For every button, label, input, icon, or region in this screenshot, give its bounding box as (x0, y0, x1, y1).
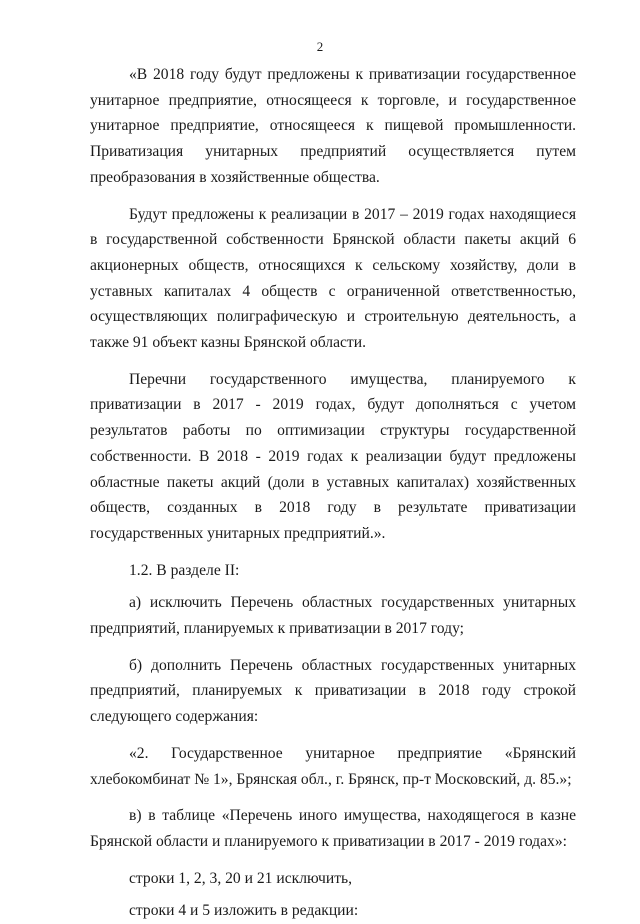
paragraph-privatization-2018: «В 2018 году будут предложены к приватизации государственное унитарное предприятие, относящееся к торговле, и государственное унитарное предприятие, относящееся к пищевой промышленности. Приватизация унитарных предприятий осуществляется путем преобразования в хозяйственные общества. (90, 66, 576, 186)
paragraph-sale-2017-2019: Будут предложены к реализации в 2017 – 2019 годах находящиеся в государственной собственности Брянской области пакеты акций 6 акционерных обществ, относящихся к сельскому хозяйству, доли в уставных капиталах 4 обществ с ограниченной ответственностью, осуществляющих полиграфическую и строительную деятельность, а также 91 объект казны Брянской области. (90, 205, 576, 352)
paragraph-item-v: в) в таблице «Перечень иного имущества, находящегося в казне Брянской области и планируемого к приватизации в 2017 - 2019 годах»: (90, 807, 576, 850)
paragraph-item-a: а) исключить Перечень областных государственных унитарных предприятий, планируемых к приватизации в 2017 году; (90, 594, 576, 638)
paragraph-property-lists: Перечни государственного имущества, планируемого к приватизации в 2017 - 2019 годах, будут дополняться с учетом результатов работы по оптимизации структуры государственной собственности. В 2018 - 2019 годах к реализации будут предложены областные пакеты акций (доли в уставных капиталах) хозяйственных обществ, созданных в 2018 году в результате приватизации государственных унитарных предприятий.». (90, 370, 576, 542)
paragraph-item-b: б) дополнить Перечень областных государственных унитарных предприятий, планируемых к приватизации в 2018 году строкой следующего содержания: (90, 656, 576, 726)
paragraph-enterprise-entry: «2. Государственное унитарное предприятие «Брянский хлебокомбинат № 1», Брянская обл., г. Брянск, пр-т Московский, д. 85.»; (90, 744, 576, 788)
document-body (90, 62, 576, 924)
paragraph-rows-exclude: строки 1, 2, 3, 20 и 21 исключить, (129, 869, 353, 887)
paragraph-section-ii-heading: 1.2. В разделе II: (129, 561, 240, 579)
page-number: 2 (316, 39, 324, 54)
paragraph-rows-restate: строки 4 и 5 изложить в редакции: (129, 902, 359, 920)
